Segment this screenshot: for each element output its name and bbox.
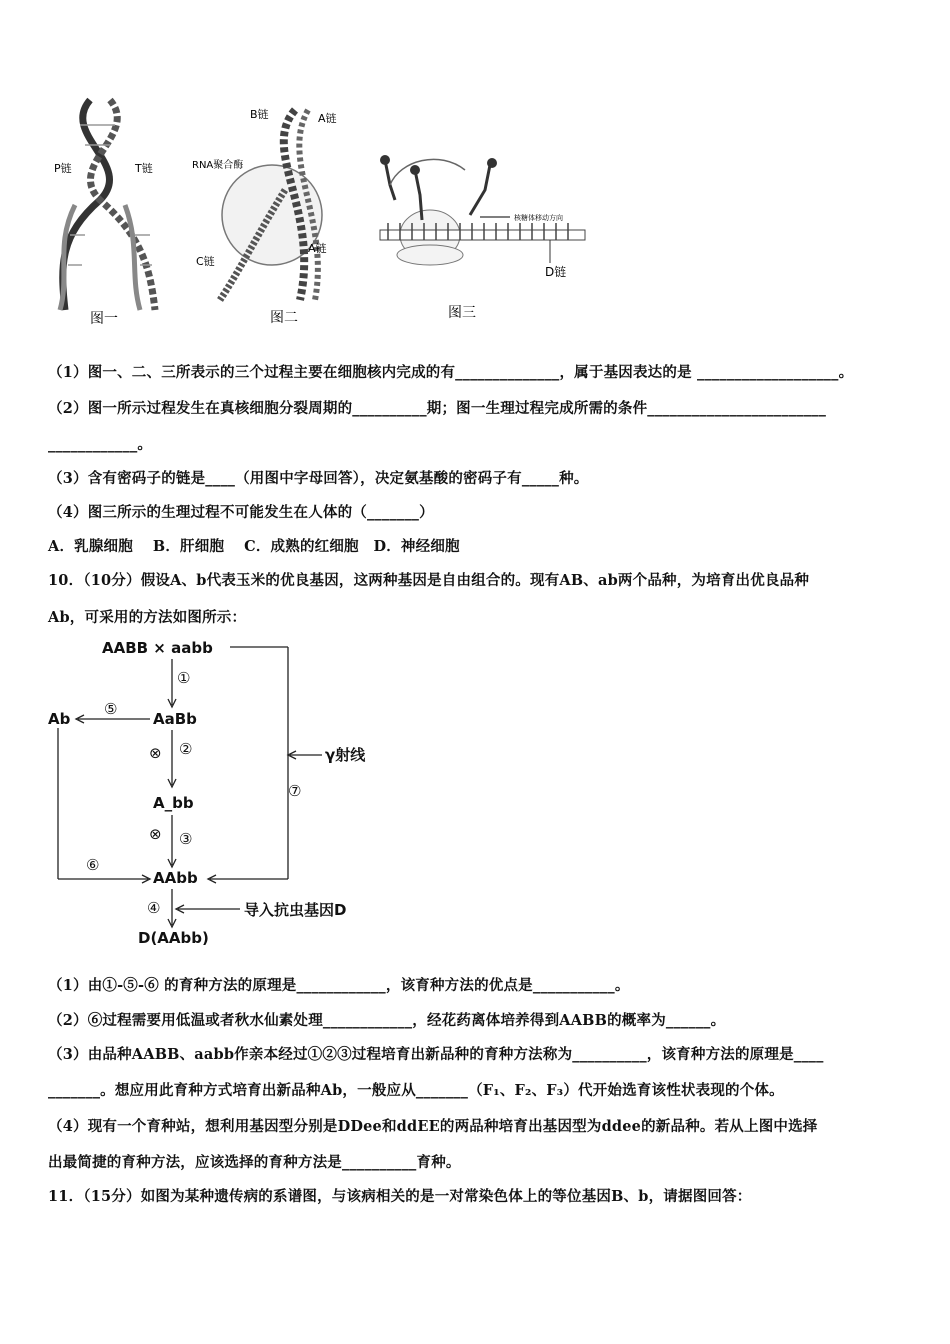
q10-line-5: （4）现有一个育种站，想利用基因型分别是DDee和ddEE的两品种培育出基因型为ddee的新品种。若从上图中选择 — [48, 1118, 818, 1135]
label-ribosome-direction: 核糖体移动方向 — [514, 214, 563, 222]
genotype-aabb-f1: AaBb — [153, 710, 197, 728]
q9-options: A．乳腺细胞 B．肝细胞 C．成熟的红细胞 D．神经细胞 — [48, 538, 460, 555]
figure-one — [40, 95, 180, 335]
step-1: ① — [177, 669, 191, 687]
step-3: ③ — [179, 830, 193, 848]
step-4: ④ — [147, 899, 161, 917]
breeding-diagram — [40, 633, 400, 953]
selfing-2: ⊗ — [149, 825, 162, 843]
label-a-chain-top: A链 — [318, 112, 337, 125]
parent-cross: AABB × aabb — [102, 639, 213, 657]
q10-line-1: （1）由①-⑤-⑥ 的育种方法的原理是____________，该育种方法的优点是___________。 — [48, 977, 630, 994]
gamma-ray: γ射线 — [325, 746, 366, 764]
q10-line-2: （2）⑥过程需要用低温或者秋水仙素处理____________，经花药离体培养得到AABB的概率为______。 — [48, 1012, 726, 1029]
q9-line-1: （1）图一、二、三所表示的三个过程主要在细胞核内完成的有______________，属于基因表达的是 ___________________。 — [48, 364, 854, 381]
selfing-1: ⊗ — [149, 744, 162, 762]
label-rna-polymerase: RNA聚合酶 — [192, 160, 244, 171]
import-gene-d: 导入抗虫基因D — [244, 901, 347, 919]
q9-line-2: （2）图一所示过程发生在真核细胞分裂周期的__________期；图一生理过程完成所需的条件________________________ — [48, 400, 827, 417]
q10-intro-2: Ab，可采用的方法如图所示： — [48, 609, 247, 626]
genotype-aabb-final: AAbb — [153, 869, 198, 887]
q10-line-4: _______。想应用此育种方式培育出新品种Ab，一般应从_______（F₁、F₂、F₃）代开始选育该性状表现的个体。 — [48, 1082, 784, 1099]
figure-three — [360, 145, 590, 330]
label-t-chain: T链 — [135, 162, 153, 175]
q10-line-6: 出最简捷的育种方法，应该选择的育种方法是__________育种。 — [48, 1154, 461, 1171]
figure-two — [190, 100, 350, 335]
label-c-chain: C链 — [196, 255, 215, 268]
genotype-ab: Ab — [48, 710, 71, 728]
q9-line-5: （4）图三所示的生理过程不可能发生在人体的（_______） — [48, 504, 434, 521]
figure-two-caption: 图二 — [270, 310, 298, 326]
step-6: ⑥ — [86, 856, 100, 874]
label-b-chain: B链 — [250, 108, 269, 121]
q11-intro: 11．（15分）如图为某种遗传病的系谱图，与该病相关的是一对常染色体上的等位基因B、b，请据图回答： — [48, 1188, 752, 1205]
step-2: ② — [179, 740, 193, 758]
label-d-chain: D链 — [545, 265, 567, 279]
q9-line-4: （3）含有密码子的链是____（用图中字母回答），决定氨基酸的密码子有_____种。 — [48, 470, 589, 487]
figure-three-caption: 图三 — [448, 305, 476, 321]
step-7: ⑦ — [288, 782, 302, 800]
q10-intro-1: 10．（10分）假设A、b代表玉米的优良基因，这两种基因是自由组合的。现有AB、ab两个品种，为培育出优良品种 — [48, 572, 810, 589]
figure-one-caption: 图一 — [90, 311, 118, 327]
step-5: ⑤ — [104, 700, 118, 718]
q9-line-3: ____________。 — [48, 436, 153, 453]
genotype-d-aabb: D(AAbb) — [138, 929, 209, 947]
genotype-a-bb: A_bb — [153, 794, 194, 812]
label-p-chain: P链 — [54, 162, 72, 175]
q10-line-3: （3）由品种AABB、aabb作亲本经过①②③过程培育出新品种的育种方法称为__________，该育种方法的原理是____ — [48, 1046, 824, 1063]
label-a-chain-bottom: A链 — [308, 242, 327, 255]
